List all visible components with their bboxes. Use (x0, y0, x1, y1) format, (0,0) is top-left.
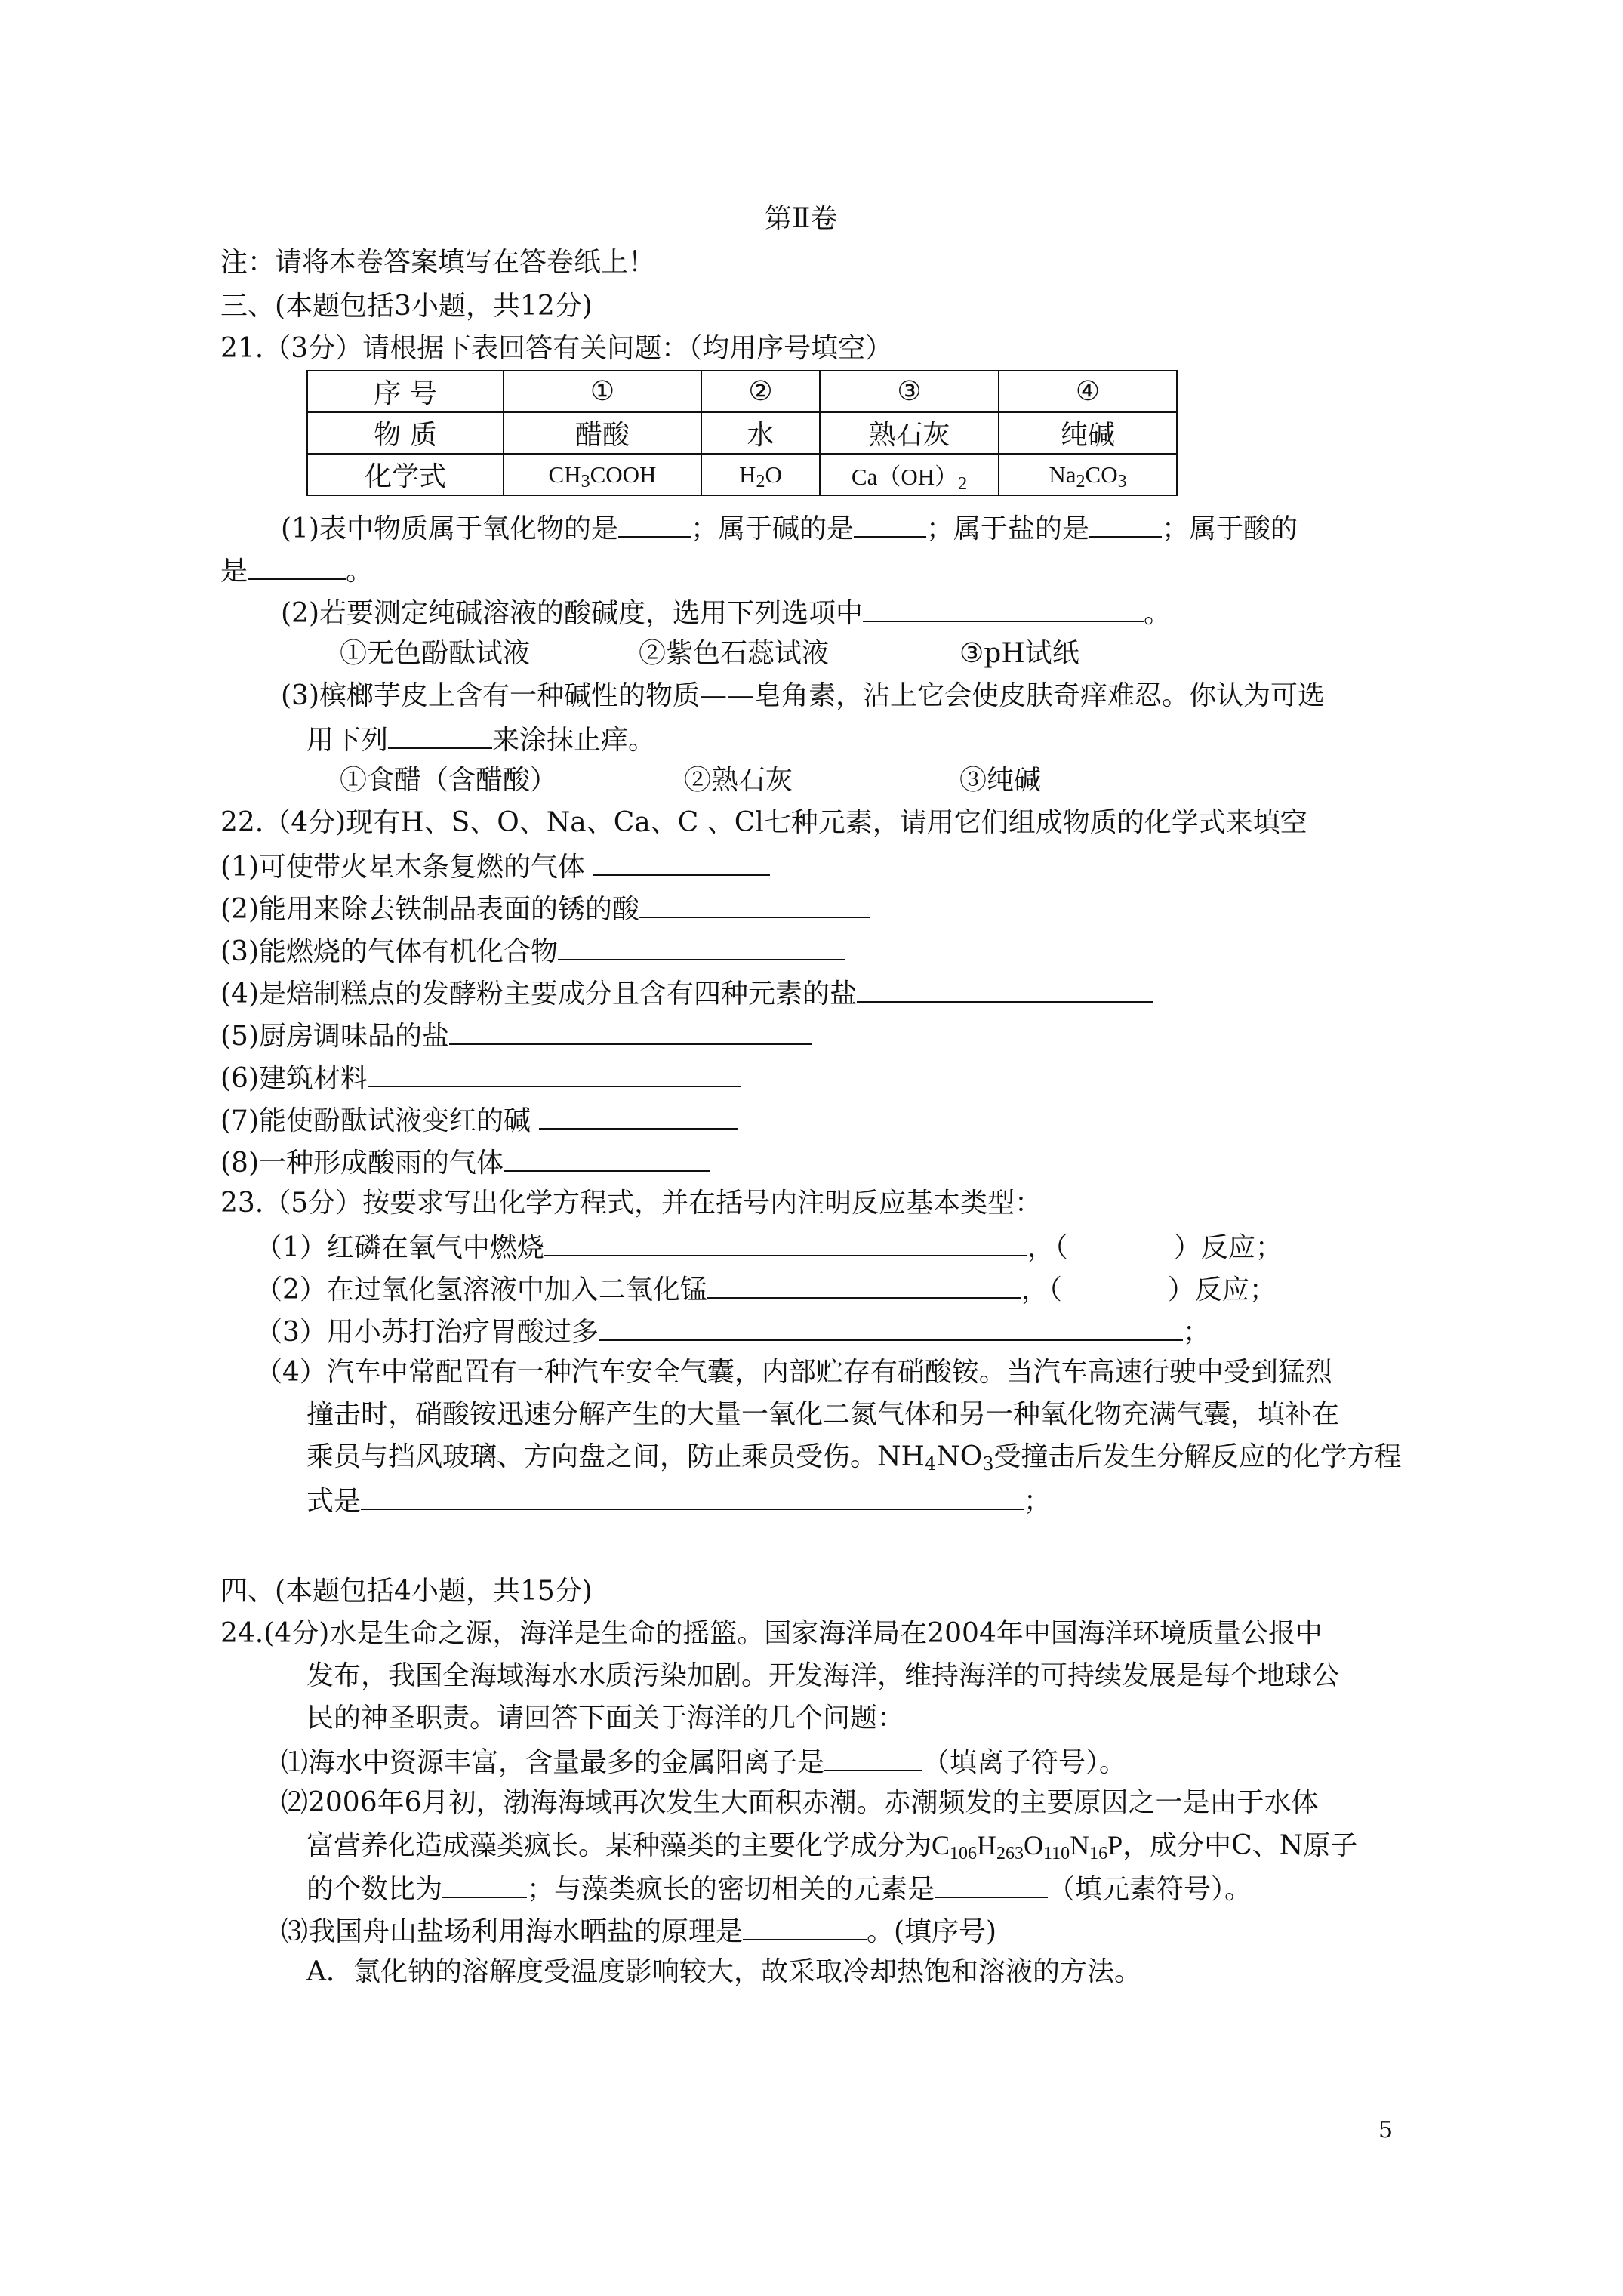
table-cell: ③ (820, 371, 999, 412)
question-21-part-3-cont: 用下列 来涂抹止痒。 (306, 722, 655, 757)
option-item: ③pH试纸 (959, 638, 1079, 669)
answer-blank[interactable] (1089, 510, 1162, 538)
equation-item: （4）汽车中常配置有一种汽车安全气囊，内部贮存有硝酸铵。当汽车高速行驶中受到猛烈 (255, 1357, 1332, 1388)
answer-blank[interactable] (388, 722, 492, 749)
option-a: A．氯化钠的溶解度受温度影响较大，故采取冷却热饱和溶液的方法。 (306, 1956, 1141, 1987)
answer-blank[interactable] (593, 849, 770, 876)
equation-item: （3）用小苏打治疗胃酸过多 ； (255, 1314, 1210, 1349)
question-24-part-3: ⑶我国舟山盐场利用海水晒盐的原理是 。(填序号) (281, 1913, 996, 1949)
equation-item: （1）红磷在氧气中燃烧 ，（ ）反应； (255, 1229, 1283, 1265)
question-24-part-1: ⑴海水中资源丰富，含量最多的金属阳离子是 （填离子符号）。 (281, 1744, 1126, 1780)
answer-blank[interactable] (854, 510, 926, 538)
answer-blank[interactable] (639, 891, 870, 918)
fill-item: (3)能燃烧的气体有机化合物 (220, 933, 845, 969)
table-cell: ④ (999, 371, 1177, 412)
row-label: 化学式 (307, 454, 504, 495)
answer-blank[interactable] (539, 1102, 738, 1130)
question-21-part-1: (1)表中物质属于氧化物的是 ；属于碱的是 ；属于盐的是 ；属于酸的 (281, 510, 1298, 546)
answer-blank[interactable] (599, 1314, 1183, 1341)
answer-blank[interactable] (863, 595, 1144, 622)
answer-blank[interactable] (558, 933, 845, 960)
page-title: 第Ⅱ卷 (765, 203, 838, 234)
table-cell: 水 (701, 412, 820, 454)
answer-blank[interactable] (361, 1483, 1024, 1510)
question-24-part-2-cont: 富营养化造成藻类疯长。某种藻类的主要化学成分为$C_{106}H_{263}O_{110}N_{16}P$，成分中C、N原子 (306, 1830, 1358, 1863)
row-label: 序 号 (307, 371, 504, 412)
fill-item: (4)是焙制糕点的发酵粉主要成分且含有四种元素的盐 (220, 975, 1153, 1011)
question-21-part-1-cont: 是 。 (220, 553, 373, 588)
fill-item: (1)可使带火星木条复燃的气体 (220, 849, 770, 884)
table-row (307, 371, 1177, 412)
equation-item: （2）在过氧化氢溶液中加入二氧化锰 ，（ ）反应； (255, 1271, 1277, 1307)
question-21-stem: 21.（3分）请根据下表回答有关问题：（均用序号填空） (220, 333, 893, 364)
answer-blank[interactable] (544, 1229, 1027, 1256)
answer-blank[interactable] (824, 1744, 922, 1771)
option-item: ②熟石灰 (684, 765, 793, 796)
instruction-note: 注：请将本卷答案填写在答卷纸上！ (220, 247, 656, 278)
answer-blank[interactable] (707, 1271, 1021, 1299)
formula-cell: $H_2O$ (701, 454, 820, 495)
answer-blank[interactable] (618, 510, 691, 538)
table-cell: ① (504, 371, 701, 412)
question-22-stem: 22.（4分)现有H、S、O、Na、Ca、C 、Cl七种元素，请用它们组成物质的化学式来填空 (220, 807, 1307, 838)
answer-blank[interactable] (248, 553, 346, 580)
fill-item: (2)能用来除去铁制品表面的锈的酸 (220, 891, 870, 926)
answer-blank[interactable] (368, 1060, 741, 1087)
question-23-stem: 23.（5分）按要求写出化学方程式，并在括号内注明反应基本类型： (220, 1188, 1042, 1219)
table-row (307, 454, 1177, 495)
option-item: ①食醋（含醋酸） (340, 765, 558, 796)
substance-table (306, 370, 1178, 496)
answer-blank[interactable] (442, 1871, 527, 1898)
table-row (307, 412, 1177, 454)
answer-blank[interactable] (449, 1018, 812, 1045)
answer-blank[interactable] (504, 1145, 710, 1172)
formula-cell: $CH_3COOH$ (504, 454, 701, 495)
fill-item: (7)能使酚酞试液变红的碱 (220, 1102, 738, 1138)
table-cell: 纯碱 (999, 412, 1177, 454)
section-heading: 三、(本题包括3小题，共12分) (220, 291, 593, 322)
question-24-part-2: ⑵2006年6月初，渤海海域再次发生大面积赤潮。赤潮频发的主要原因之一是由于水体 (281, 1787, 1319, 1818)
table-cell: 熟石灰 (820, 412, 999, 454)
formula-cell: $Ca(OH)_2$ (820, 454, 999, 495)
algae-formula: $C_{106}H_{263}O_{110}N_{16}P$ (932, 1830, 1123, 1863)
option-item: ②紫色石蕊试液 (639, 638, 830, 669)
option-item: ③纯碱 (959, 765, 1042, 796)
fill-item: (8)一种形成酸雨的气体 (220, 1145, 710, 1180)
equation-item-cont: 乘员与挡风玻璃、方向盘之间，防止乘员受伤。$NH_4NO_3$受撞击后发生分解反应的化学方程 (306, 1441, 1402, 1475)
question-24-stem: 24.(4分)水是生命之源，海洋是生命的摇篮。国家海洋局在2004年中国海洋环境质量公报中 (220, 1618, 1323, 1649)
answer-blank[interactable] (743, 1913, 867, 1940)
row-label: 物 质 (307, 412, 504, 454)
table-cell: 醋酸 (504, 412, 701, 454)
answer-blank[interactable] (857, 975, 1153, 1003)
page-number: 5 (1378, 2117, 1394, 2143)
equation-item-cont: 撞击时，硝酸铵迅速分解产生的大量一氧化二氮气体和另一种氧化物充满气囊，填补在 (306, 1399, 1340, 1430)
section-heading: 四、(本题包括4小题，共15分) (220, 1576, 593, 1607)
equation-item-cont: 式是 ； (306, 1483, 1051, 1518)
table-cell: ② (701, 371, 820, 412)
answer-blank[interactable] (935, 1871, 1048, 1898)
fill-item: (5)厨房调味品的盐 (220, 1018, 812, 1053)
question-21-part-3: (3)槟榔芋皮上含有一种碱性的物质——皂角素，沾上它会使皮肤奇痒难忍。你认为可选 (281, 680, 1325, 711)
question-24-stem-cont: 民的神圣职责。请回答下面关于海洋的几个问题： (306, 1703, 905, 1734)
fill-item: (6)建筑材料 (220, 1060, 741, 1096)
question-21-part-2: (2)若要测定纯碱溶液的酸碱度，选用下列选项中 。 (281, 595, 1171, 630)
formula-cell: $Na_2CO_3$ (999, 454, 1177, 495)
question-24-stem-cont: 发布，我国全海域海水水质污染加剧。开发海洋，维持海洋的可持续发展是每个地球公 (306, 1660, 1340, 1691)
option-item: ①无色酚酞试液 (340, 638, 531, 669)
question-24-part-2-cont: 的个数比为 ；与藻类疯长的密切相关的元素是 （填元素符号）。 (306, 1871, 1252, 1906)
